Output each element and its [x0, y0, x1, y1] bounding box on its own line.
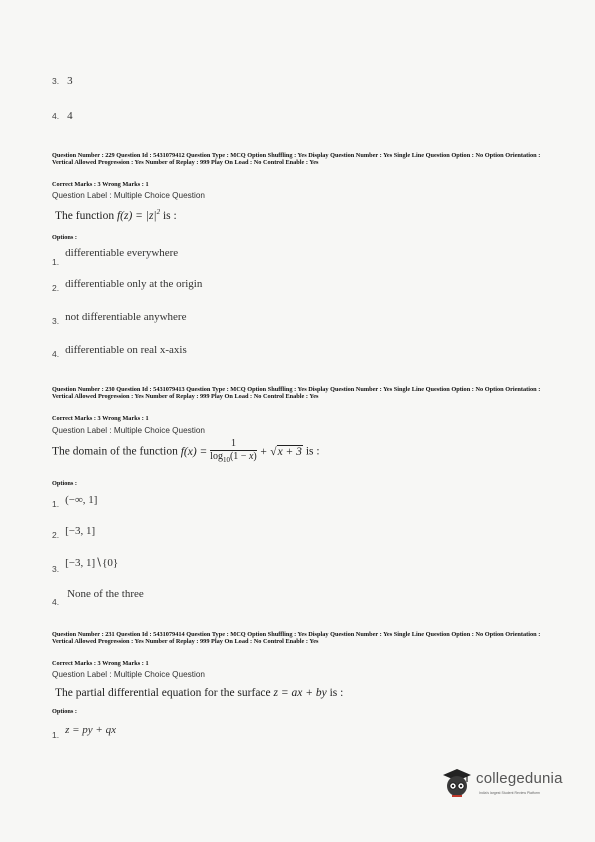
- q231-marks: Correct Marks : 3 Wrong Marks : 1: [52, 660, 149, 667]
- q231-meta: Question Number : 231 Question Id : 5431079414 Question Type : MCQ Option Shuffling : Yes Display Question Number : Yes Single Line Question Option : No Option Orientation : Vertical Allowed Progression : Yes Number of Replay : 999 Play On Load : No Control Enable : Yes: [52, 631, 541, 646]
- stem-suffix: is :: [305, 445, 320, 458]
- q230-option-2: [52, 521, 95, 539]
- option-text: not differentiable anywhere: [65, 311, 187, 323]
- stem-math: $f(z) = |z|^2$: [116, 208, 161, 222]
- option-number: 2.: [52, 530, 60, 540]
- q231-option-1: [52, 720, 116, 738]
- stem-math: z = ax + by: [273, 687, 327, 699]
- q231-label: Question Label : Multiple Choice Question: [52, 670, 205, 679]
- option-number: 4.: [52, 349, 60, 359]
- option-text: differentiable only at the origin: [65, 278, 203, 290]
- option-number: 1.: [52, 730, 60, 740]
- option-text: z = py + qx: [65, 724, 116, 736]
- option-number: 1.: [52, 499, 60, 509]
- option-text: 3: [67, 75, 73, 87]
- stem-prefix: The partial differential equation for the surface: [55, 687, 271, 699]
- stem-suffix: is :: [162, 209, 177, 222]
- q231-stem: [55, 687, 343, 699]
- option-number: 3.: [52, 76, 60, 86]
- collegedunia-logo: [440, 765, 580, 805]
- option-text: differentiable on real x-axis: [65, 344, 187, 356]
- q229-option-4: [52, 340, 187, 358]
- stem-prefix: The domain of the function: [52, 445, 178, 458]
- logo-mascot-icon: [440, 765, 474, 801]
- q230-meta: Question Number : 230 Question Id : 5431079413 Question Type : MCQ Option Shuffling : Yes Display Question Number : Yes Single Line Question Option : No Option Orientation : Vertical Allowed Progression : Yes Number of Replay : 999 Play On Load : No Control Enable : Yes: [52, 386, 541, 401]
- option-text: [−3, 1]∖{0}: [65, 557, 119, 569]
- logo-name: collegedunia: [476, 770, 563, 787]
- q230-stem: [52, 438, 320, 466]
- option-3-prev: [52, 71, 73, 89]
- q230-option-3: [52, 553, 119, 574]
- option-4-prev: [52, 106, 73, 124]
- option-number: 4.: [52, 597, 60, 607]
- q231-options-header: Options :: [52, 708, 78, 715]
- logo-tagline: India's largest Student Review Platform: [479, 791, 540, 795]
- option-number: 1.: [52, 257, 60, 267]
- option-text: None of the three: [67, 588, 144, 600]
- option-text: 4: [67, 110, 73, 122]
- q230-option-1: [52, 490, 97, 508]
- option-number: 2.: [52, 283, 60, 293]
- q229-options-header: Options :: [52, 234, 78, 241]
- q230-marks: Correct Marks : 3 Wrong Marks : 1: [52, 415, 149, 422]
- option-text: (−∞, 1]: [65, 494, 98, 506]
- stem-math: f(x) = $\frac{1}{\log_{10}(1 - x)}$ + √x + 3: [180, 438, 302, 464]
- q229-option-1: [52, 243, 179, 267]
- option-number: 4.: [52, 111, 60, 121]
- stem-suffix: is :: [329, 687, 344, 699]
- q229-stem: [55, 208, 177, 222]
- q229-label: Question Label : Multiple Choice Question: [52, 191, 205, 200]
- q229-option-2: [52, 274, 202, 292]
- option-number: 3.: [52, 316, 60, 326]
- q229-marks: Correct Marks : 3 Wrong Marks : 1: [52, 181, 149, 188]
- stem-prefix: The function: [55, 209, 115, 222]
- option-number: 3.: [52, 564, 60, 574]
- q230-label: Question Label : Multiple Choice Question: [52, 426, 205, 435]
- q229-option-3: [52, 307, 186, 325]
- q229-meta: Question Number : 229 Question Id : 5431079412 Question Type : MCQ Option Shuffling : Yes Display Question Number : Yes Single Line Question Option : No Option Orientation : Vertical Allowed Progression : Yes Number of Replay : 999 Play On Load : No Control Enable : Yes: [52, 152, 541, 167]
- option-text: differentiable everywhere: [65, 247, 179, 259]
- q230-options-header: Options :: [52, 480, 78, 487]
- q230-option-4: [52, 584, 144, 607]
- option-text: [−3, 1]: [65, 525, 96, 537]
